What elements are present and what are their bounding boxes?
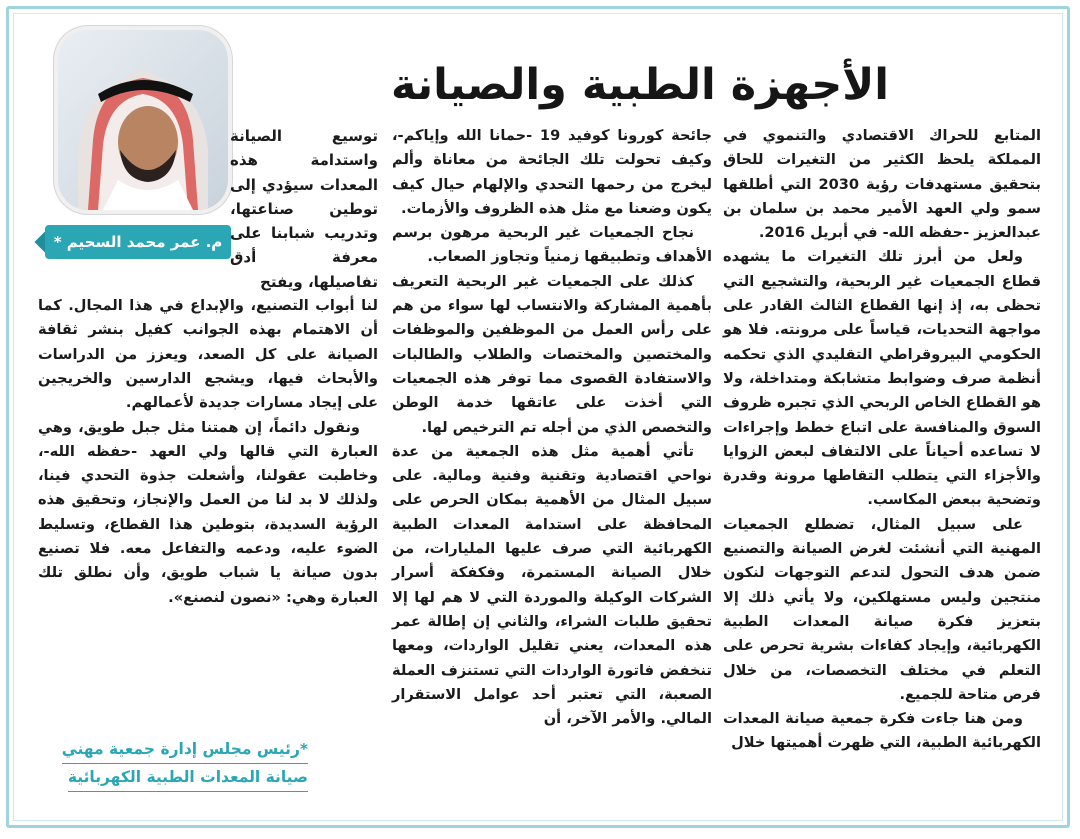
paragraph: نجاح الجمعيات غير الربحية مرهون برسم الأهداف وتطبيقها زمنياً وتجاوز الصعاب. [392,224,712,266]
author-name-badge: م. عمر محمد السحيم * [45,225,231,259]
paragraph: كذلك على الجمعيات غير الربحية التعريف بأهمية المشاركة والانتساب لها سواء من هم على رأس العمل من الموظفين والموظفات والمختصين والمختصات والطلاب والطالبات والاستفادة القصوى مما توفر هذه الجمعيات التي أخذت على عاتقها خدمة الوطن والتخصص الذي من أجله تم الترخيص لها. [392,272,712,436]
paragraph-narrow: توسيع الصيانة واستدامة هذه المعدات سيؤدي إلى توطين صناعتها، وتدريب شبابنا على معرفة أدق تفاصيلها، ويفتح [230,127,378,291]
paragraph: ومن هنا جاءت فكرة جمعية صيانة المعدات الكهربائية الطبية، التي ظهرت أهميتها خلال [723,710,1041,752]
paragraph: تأتي أهمية مثل هذه الجمعية من عدة نواحي اقتصادية وتقنية وفنية ومالية. على سبيل المثال من الأهمية بمكان الحرص على المحافظة على استدامة المعدات الطبية الكهربائية التي صرف عليها المليارات، من خلال الصيانة المستمرة، وفكفكة أسرار الشركات الوكيلة والموردة التي لا هم لها إلا تحقيق طلبات الشراء، والثاني إن إطالة عمر هذه المعدات، يعني تقليل الواردات، ومعها تنخفض فاتورة الواردات التي تستنزف العملة الصعبة، التي تعتبر أحد عوامل الاستقرار المالي. والأمر الآخر، أن [392,442,712,728]
article-column-3 [38,124,378,610]
article-title: الأجهزة الطبية والصيانة [390,59,890,110]
paragraph: على سبيل المثال، تضطلع الجمعيات المهنية التي أنشئت لغرض الصيانة والتصنيع ضمن هدف التحول لتدعم التوجهات لنكون منتجين وليس مستهلكين، ولا يأتي ذلك إلا بتعزيز فكرة صيانة المعدات الطبية الكهربائية، وإيجاد كفاءات بشرية تحرص على التعلم في مختلف التخصصات، من خلال فرص متاحة للجميع. [723,515,1041,703]
article-column-1 [723,124,1041,756]
footnote-line-2: صيانة المعدات الطبية الكهربائية [58,764,308,792]
author-footnote [58,736,308,792]
article-column-2 [392,124,712,731]
paragraph: ونقول دائماً، إن همتنا مثل جبل طويق، وهي العبارة التي قالها ولي العهد -حفظه الله-، وخاطبت عقولنا، وأشعلت جذوة التحدي فينا، ولذلك لا بد لنا من العمل والإنجاز، وتحقيق هذه الرؤية السديدة، بتوطين هذا القطاع، وتسليط الضوء عليه، ودعمه والتفاعل معه. فلا تصنيع بدون صيانة يا شباب طويق، وأن نطلق تلك العبارة وهي: «نصون لنصنع». [38,418,378,606]
paragraph: المتابع للحراك الاقتصادي والتنموي في المملكة يلحظ الكثير من التغيرات للحاق بتحقيق مستهدفات رؤية 2030 التي أطلقها سمو ولي العهد الأمير محمد بن سلمان بن عبدالعزيز -حفظه الله- في أبريل 2016. [723,127,1041,242]
paragraph: لنا أبواب التصنيع، والإبداع في هذا المجال. كما أن الاهتمام بهذه الجوانب كفيل بنشر ثقافة الصيانة على كل الصعد، ويعزز من الدراسات والأبحاث فيها، ويشجع الدارسين والخريجين على إيجاد مسارات جديدة لأعمالهم. [38,297,378,412]
paragraph: ولعل من أبرز تلك التغيرات ما يشهده قطاع الجمعيات غير الربحية، والتشجيع التي تحظى به، إذ إنها القطاع الثالث القادر على مواجهة التحديات، قياساً على مرونته. فلا هو الحكومي البيروقراطي التقليدي الذي تحكمه أنظمة صرف وضوابط متشابكة ومتداخلة، ولا هو القطاع الخاص الربحي الذي تجبره ظروف السوق والمنافسة على اتباع خطط وإجراءات لا تساعده أحياناً على الالتفاف لبعض الزوايا والأجزاء التي يتطلب التقاطها مرونة وقدرة وتضحية ببعض المكاسب. [723,248,1041,509]
paragraph: جائحة كورونا كوفيد 19 -حمانا الله وإياكم-، وكيف تحولت تلك الجائحة من معاناة وألم ليخرج من رحمها التحدي والإلهام حيال كيف يكون وضعنا مع مثل هذه الظروف والأزمات. [392,127,712,217]
footnote-line-1: *رئيس مجلس إدارة جمعية مهني [58,736,308,764]
